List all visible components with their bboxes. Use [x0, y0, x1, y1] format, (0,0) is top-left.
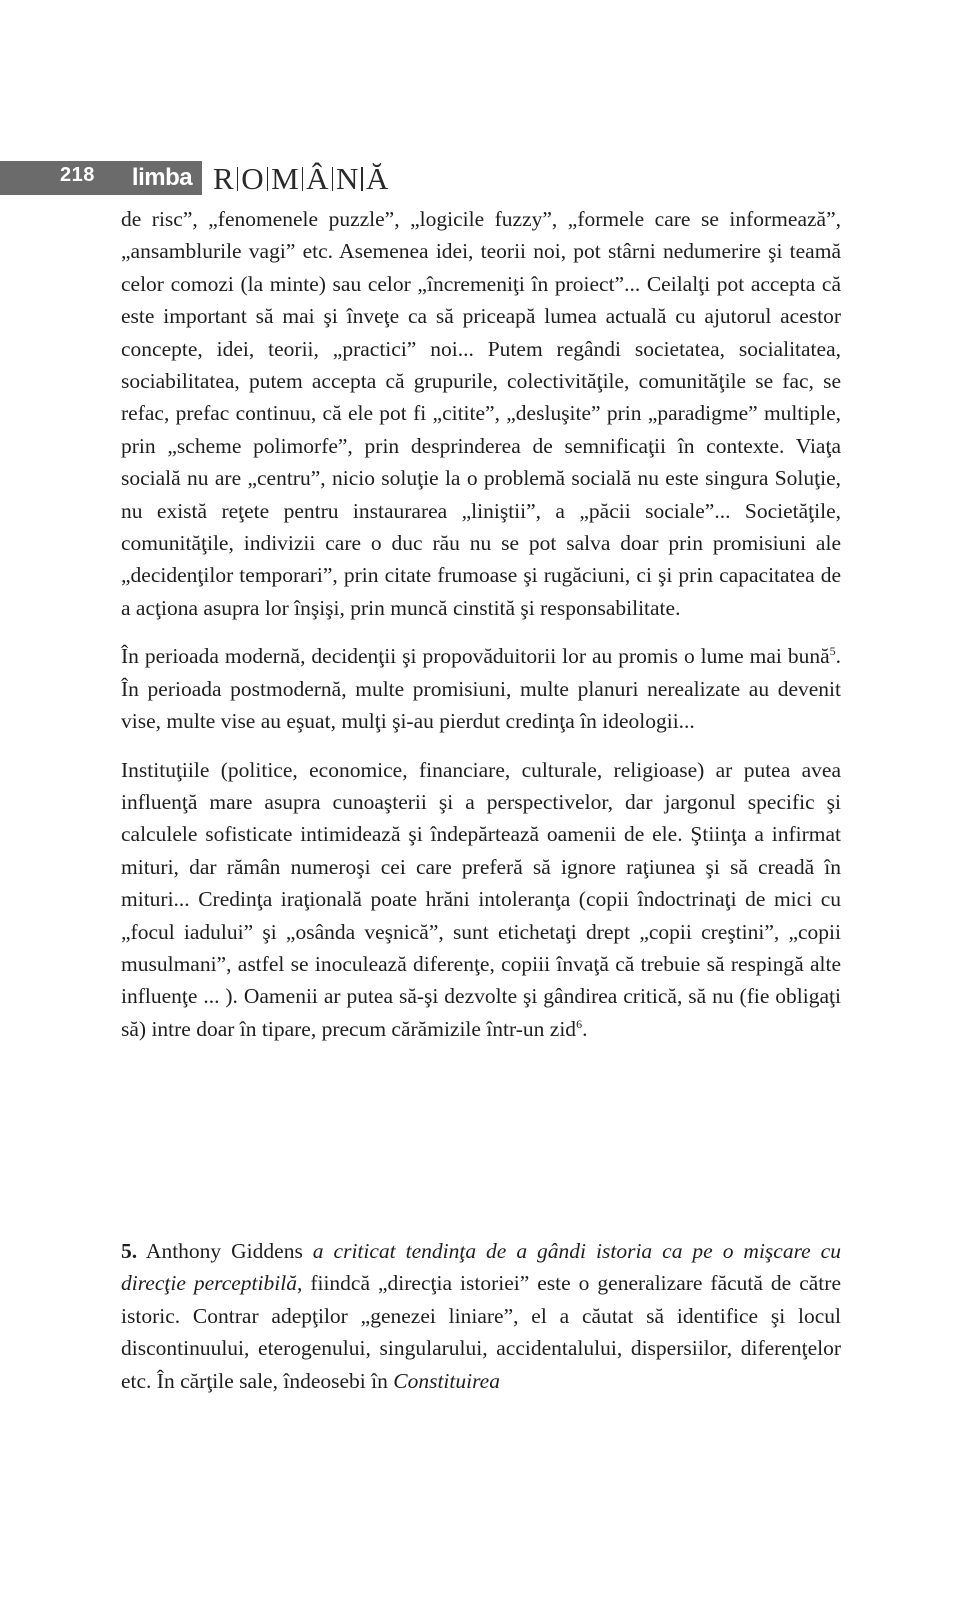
paragraph-text: . În perioada postmodernă, multe promisiuni, multe planuri nerealizate au devenit vise, multe vise au eşuat, mulţi şi-au pierdut credinţa în ideologii... [121, 644, 841, 734]
letter-divider [267, 167, 269, 191]
paragraph-1: de risc”, „fenomenele puzzle”, „logicile fuzzy”, „formele care se informează”, „ansamblurile vagi” etc. Asemenea idei, teorii noi, pot stârni nedumerire şi teamă celor comozi (la minte) sau celor „încremeniţi în proiect”... Ceilalţi pot accepta că este important să mai şi înveţe ca să priceapă lumea actuală cu ajutorul acestor concepte, idei, teorii, „practici” noi... Putem regândi societatea, socialitatea, sociabilitatea, putem accepta că grupurile, colectivităţile, comunităţile se fac, se refac, prefac continuu, că ele pot fi „citite”, „desluşite” prin „paradigme” multiple, prin „scheme polimorfe”, prin desprinderea de semnificaţii în contexte. Viaţa socială nu are „centru”, nicio soluţie la o problemă socială nu este singura Soluţie, nu există reţete pentru instaurarea „liniştii”, a „păcii sociale”... Societăţile, comunităţile, indivizii care o duc rău nu se pot salva doar prin promisiuni ale „decidenţilor temporari”, prin citate frumoase şi rugăciuni, ci şi prin capacitatea de a acţiona asupra lor înşişi, prin muncă cinstită şi responsabilitate. [121, 207, 841, 620]
letter-divider [302, 167, 304, 191]
footnote-italic: a criticat tendinţa de a gândi istoria ca pe o mişcare cu direcţie perceptibilă [121, 1239, 841, 1296]
footnote-ref: 6 [576, 1016, 583, 1031]
paragraph-text: . [582, 1016, 588, 1041]
journal-letter: N [336, 161, 359, 196]
paragraph-3 [121, 754, 841, 1046]
logo-text: limba [131, 164, 193, 191]
footnote-5 [121, 1235, 841, 1397]
letter-divider [361, 167, 363, 191]
journal-name [211, 162, 390, 196]
journal-letter: M [271, 161, 299, 196]
journal-letter: O [241, 161, 264, 196]
paragraph-text: În perioada modernă, decidenţii şi propovăduitorii lor au promis o lume mai bună [121, 644, 830, 669]
journal-letter: Â [306, 161, 329, 196]
journal-letter: R [213, 161, 234, 196]
paragraph-text: Instituţiile (politice, economice, financiare, culturale, religioase) ar putea avea influenţă mare asupra cunoaşterii şi a perspectivelor, dar jargonul specific şi calculele sofisticate intimidează şi îndepărtează oamenii de ele. Ştiinţa a infirmat mituri, dar rămân numeroşi cei care preferă să ignore raţiunea şi să creadă în mituri... Credinţa iraţională poate hrăni intoleranţa (copii îndoctrinaţi de mici cu „focul iadului” şi „osânda veşnică”, sunt etichetaţi drept „copii creştini”, „copii musulmani”, astfel se inoculează diferenţe, copiii învaţă că trebuie să respingă alte influenţe ... ). Oamenii ar putea să-şi dezvolte şi gândirea critică, să nu (fie obligaţi să) intre doar în tipare, precum cărămizile într-un zid [121, 757, 841, 1041]
footnote-ref: 5 [829, 644, 836, 659]
paragraph-2 [121, 640, 841, 737]
body-text [121, 203, 841, 1061]
footnote-text: , fiindcă „direcţia istoriei” este o generalizare făcută de către istoric. Contrar adepţilor „genezei liniare”, el a căutat să identifice şi locul discontinuului, eterogenului, singularului, accidentalului, dispersiilor, diferenţelor etc. În cărţile sale, îndeosebi în [121, 1271, 841, 1393]
letter-divider [237, 167, 239, 191]
journal-letter: Ă [365, 161, 389, 196]
footnote-author: Anthony Giddens [137, 1239, 313, 1263]
letter-divider [332, 167, 334, 191]
journal-logo [122, 161, 202, 195]
page-number: 218 [60, 164, 95, 186]
footnote-number: 5. [121, 1239, 138, 1263]
footnote-italic-end: Constituirea [393, 1368, 500, 1393]
